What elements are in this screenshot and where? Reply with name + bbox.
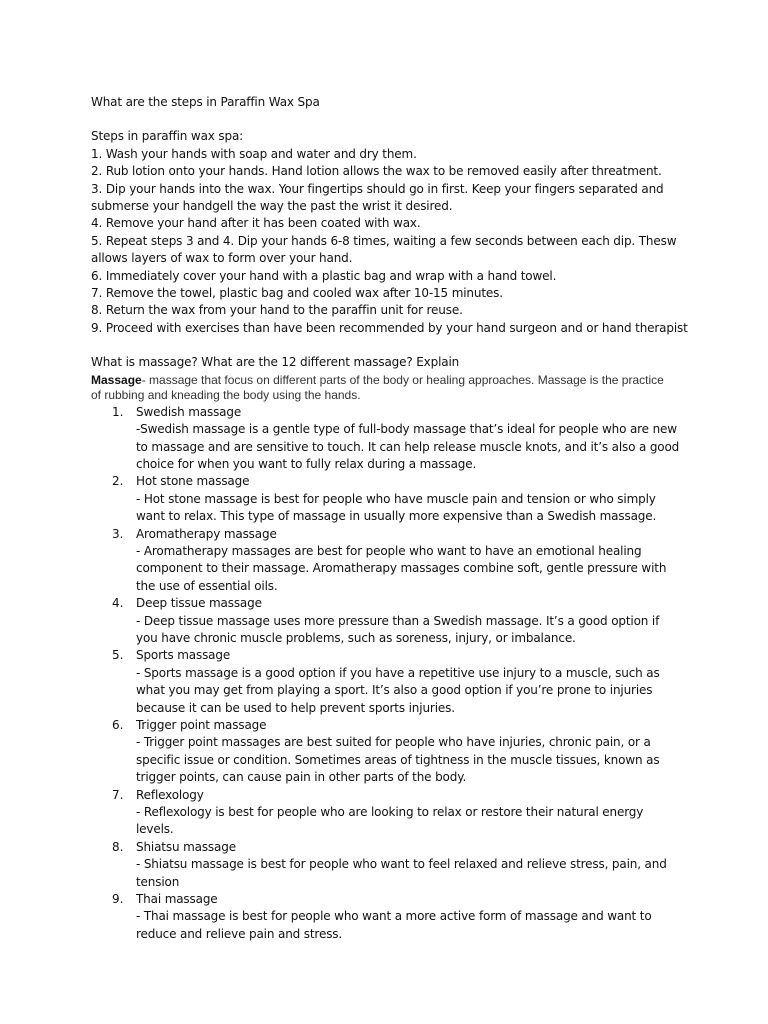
massage-description: - Thai massage is best for people who want a more active form of massage and want to reduce and relieve pain and stress. xyxy=(136,909,652,941)
list-item xyxy=(91,526,708,596)
step-line: allows layers of wax to form over your hand. xyxy=(91,251,353,266)
steps-heading: Steps in paraffin wax spa: xyxy=(91,129,244,144)
massage-name: Aromatherapy massage xyxy=(136,526,277,541)
step-line: 5. Repeat steps 3 and 4. Dip your hands 6-8 times, waiting a few seconds between each dip. Thesw xyxy=(91,233,677,248)
list-item-number: 4. xyxy=(112,596,124,611)
step-line: 8. Return the wax from your hand to the paraffin unit for reuse. xyxy=(91,303,463,318)
step-line: 1. Wash your hands with soap and water and dry them. xyxy=(91,146,417,161)
massage-description: - Aromatherapy massages are best for people who want to have an emotional healing component to their massage. Aromatherapy massages combine soft, gentle pressure with the use of essential oils. xyxy=(136,543,667,593)
list-item xyxy=(91,891,708,943)
massage-name: Thai massage xyxy=(136,892,218,907)
massage-list xyxy=(91,404,708,944)
list-item xyxy=(91,473,708,525)
list-item-number: 8. xyxy=(112,839,124,854)
list-item xyxy=(91,839,708,891)
list-item-number: 5. xyxy=(112,648,124,663)
massage-name: Reflexology xyxy=(136,787,204,802)
step-line: 7. Remove the towel, plastic bag and cooled wax after 10-15 minutes. xyxy=(91,286,503,301)
step-line: 9. Proceed with exercises than have been recommended by your hand surgeon and or hand therapist xyxy=(91,320,688,335)
step-line: submerse your handgell the way the past the wrist it desired. xyxy=(91,199,453,214)
massage-name: Trigger point massage xyxy=(136,718,267,732)
list-item-number: 6. xyxy=(112,718,124,732)
massage-question: What is massage? What are the 12 different massage? Explain xyxy=(91,355,460,370)
step-line: 2. Rub lotion onto your hands. Hand lotion allows the wax to be removed easily after threatment. xyxy=(91,164,662,179)
step-line: 4. Remove your hand after it has been coated with wax. xyxy=(91,216,421,231)
massage-name: Deep tissue massage xyxy=(136,596,262,611)
massage-definition-text: - massage that focus on different parts of the body or healing approaches. Massage is the practice of rubbing and kneading the body using the hands. xyxy=(91,372,664,403)
step-line: 3. Dip your hands into the wax. Your fingertips should go in first. Keep your fingers separated and xyxy=(91,181,664,196)
list-item xyxy=(91,595,708,647)
massage-description: - Reflexology is best for people who are looking to relax or restore their natural energy levels. xyxy=(136,805,644,837)
massage-description: - Shiatsu massage is best for people who want to feel relaxed and relieve stress, pain, and tension xyxy=(136,857,667,889)
list-item xyxy=(91,717,708,787)
massage-term: Massage xyxy=(91,372,142,387)
massage-name: Hot stone massage xyxy=(136,474,250,489)
list-item xyxy=(91,647,708,717)
massage-name: Shiatsu massage xyxy=(136,839,236,854)
step-line: 6. Immediately cover your hand with a plastic bag and wrap with a hand towel. xyxy=(91,268,557,283)
list-item xyxy=(91,787,708,839)
document-title: What are the steps in Paraffin Wax Spa xyxy=(91,95,320,109)
massage-name: Swedish massage xyxy=(136,404,242,419)
massage-definition xyxy=(91,373,671,404)
massage-description: - Deep tissue massage uses more pressure than a Swedish massage. It’s a good option if you have chronic muscle problems, such as soreness, injury, or imbalance. xyxy=(136,613,660,645)
list-item-number: 9. xyxy=(112,892,124,907)
steps-list xyxy=(91,146,708,337)
list-item-number: 1. xyxy=(112,404,124,419)
massage-name: Sports massage xyxy=(136,648,231,663)
massage-description: -Swedish massage is a gentle type of full-body massage that’s ideal for people who are new to massage and are sensitive to touch. It can help release muscle knots, and it’s also a good choice for when you want to fully relax during a massage. xyxy=(136,422,680,471)
list-item-number: 2. xyxy=(112,474,124,489)
massage-description: - Trigger point massages are best suited for people who have injuries, chronic pain, or a specific issue or condition. Sometimes areas of tightness in the muscle tissues, known as trigger points, can cause pain in other parts of the body. xyxy=(136,735,660,785)
massage-description: - Sports massage is a good option if you have a repetitive use injury to a muscle, such as what you may get from playing a sport. It’s also a good option if you’re prone to injuries because it can be used to help prevent sports injuries. xyxy=(136,665,660,715)
list-item-number: 3. xyxy=(112,526,124,541)
list-item-number: 7. xyxy=(112,787,124,802)
list-item xyxy=(91,404,708,474)
massage-description: - Hot stone massage is best for people who have muscle pain and tension or who simply want to relax. This type of massage in usually more expensive than a Swedish massage. xyxy=(136,491,657,524)
